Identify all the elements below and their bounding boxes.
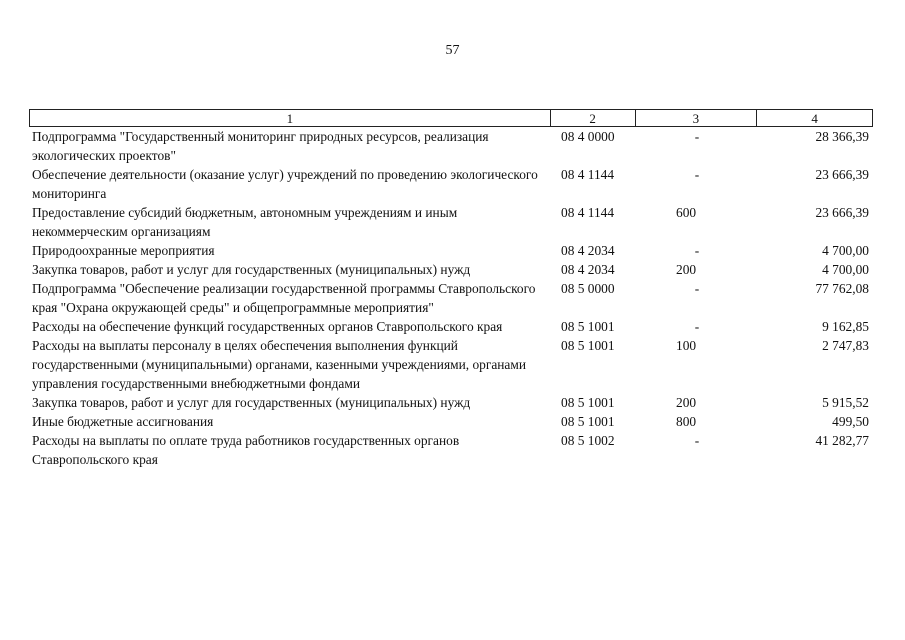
table-row bbox=[29, 336, 873, 393]
table-header bbox=[29, 109, 873, 127]
header-col-1: 1 bbox=[30, 110, 551, 126]
table-row bbox=[29, 431, 873, 469]
row-code: 08 5 1001 bbox=[561, 319, 615, 334]
row-code: 08 4 1144 bbox=[561, 205, 615, 220]
row-type: - bbox=[694, 129, 700, 144]
table-row bbox=[29, 127, 873, 165]
row-code: 08 4 2034 bbox=[561, 243, 615, 258]
row-amount: 4 700,00 bbox=[822, 262, 869, 277]
row-code: 08 4 2034 bbox=[561, 262, 615, 277]
row-type: - bbox=[694, 319, 700, 334]
table-row bbox=[29, 279, 873, 317]
table-row bbox=[29, 260, 873, 279]
row-name: Предоставление субсидий бюджетным, автономным учреждениям и иным некоммерческим организациям bbox=[32, 205, 458, 239]
row-type: 200 bbox=[676, 262, 697, 277]
header-col-2: 2 bbox=[551, 110, 636, 126]
row-code: 08 5 1001 bbox=[561, 414, 615, 429]
row-code: 08 4 1144 bbox=[561, 167, 615, 182]
page-number: 57 bbox=[445, 43, 460, 58]
row-type: - bbox=[694, 281, 700, 296]
row-code: 08 5 1001 bbox=[561, 338, 615, 353]
row-amount: 41 282,77 bbox=[815, 433, 869, 448]
row-type: - bbox=[694, 167, 700, 182]
row-code: 08 4 0000 bbox=[561, 129, 615, 144]
row-type: 600 bbox=[676, 205, 697, 220]
header-col-3: 3 bbox=[636, 110, 758, 126]
row-amount: 28 366,39 bbox=[815, 129, 869, 144]
table-row bbox=[29, 412, 873, 431]
row-name: Иные бюджетные ассигнования bbox=[32, 414, 214, 429]
row-amount: 4 700,00 bbox=[822, 243, 869, 258]
row-name: Расходы на обеспечение функций государственных органов Ставропольского края bbox=[32, 319, 503, 334]
row-name: Подпрограмма "Обеспечение реализации государственной программы Ставропольского края "Охрана окружающей среды" и общепрограммные мероприятия" bbox=[32, 281, 536, 315]
header-col-4: 4 bbox=[811, 111, 818, 126]
row-name: Расходы на выплаты по оплате труда работников государственных органов Ставропольского края bbox=[32, 433, 460, 467]
table-row bbox=[29, 203, 873, 241]
row-name: Расходы на выплаты персоналу в целях обеспечения выполнения функций государственными (муниципальными) органами, казенными учреждениями, органами управления государственными внебюджетными фондами bbox=[32, 338, 527, 391]
row-type: 200 bbox=[676, 395, 697, 410]
row-name: Природоохранные мероприятия bbox=[32, 243, 215, 258]
row-type: 100 bbox=[676, 338, 697, 353]
table-row bbox=[29, 393, 873, 412]
row-amount: 23 666,39 bbox=[815, 167, 869, 182]
row-amount: 9 162,85 bbox=[822, 319, 869, 334]
row-code: 08 5 1002 bbox=[561, 433, 615, 448]
row-amount: 77 762,08 bbox=[815, 281, 869, 296]
row-name: Подпрограмма "Государственный мониторинг природных ресурсов, реализация экологических проектов" bbox=[32, 129, 489, 163]
row-type: 800 bbox=[676, 414, 697, 429]
row-amount: 2 747,83 bbox=[822, 338, 869, 353]
row-amount: 23 666,39 bbox=[815, 205, 869, 220]
table-row bbox=[29, 317, 873, 336]
row-code: 08 5 1001 bbox=[561, 395, 615, 410]
row-name: Обеспечение деятельности (оказание услуг) учреждений по проведению экологического мониторинга bbox=[32, 167, 538, 201]
row-amount: 499,50 bbox=[832, 414, 869, 429]
row-amount: 5 915,52 bbox=[822, 395, 869, 410]
table-row bbox=[29, 165, 873, 203]
table-row bbox=[29, 241, 873, 260]
row-type: - bbox=[694, 243, 700, 258]
row-name: Закупка товаров, работ и услуг для государственных (муниципальных) нужд bbox=[32, 262, 471, 277]
row-name: Закупка товаров, работ и услуг для государственных (муниципальных) нужд bbox=[32, 395, 471, 410]
row-type: - bbox=[694, 433, 700, 448]
row-code: 08 5 0000 bbox=[561, 281, 615, 296]
table-body bbox=[29, 127, 873, 469]
